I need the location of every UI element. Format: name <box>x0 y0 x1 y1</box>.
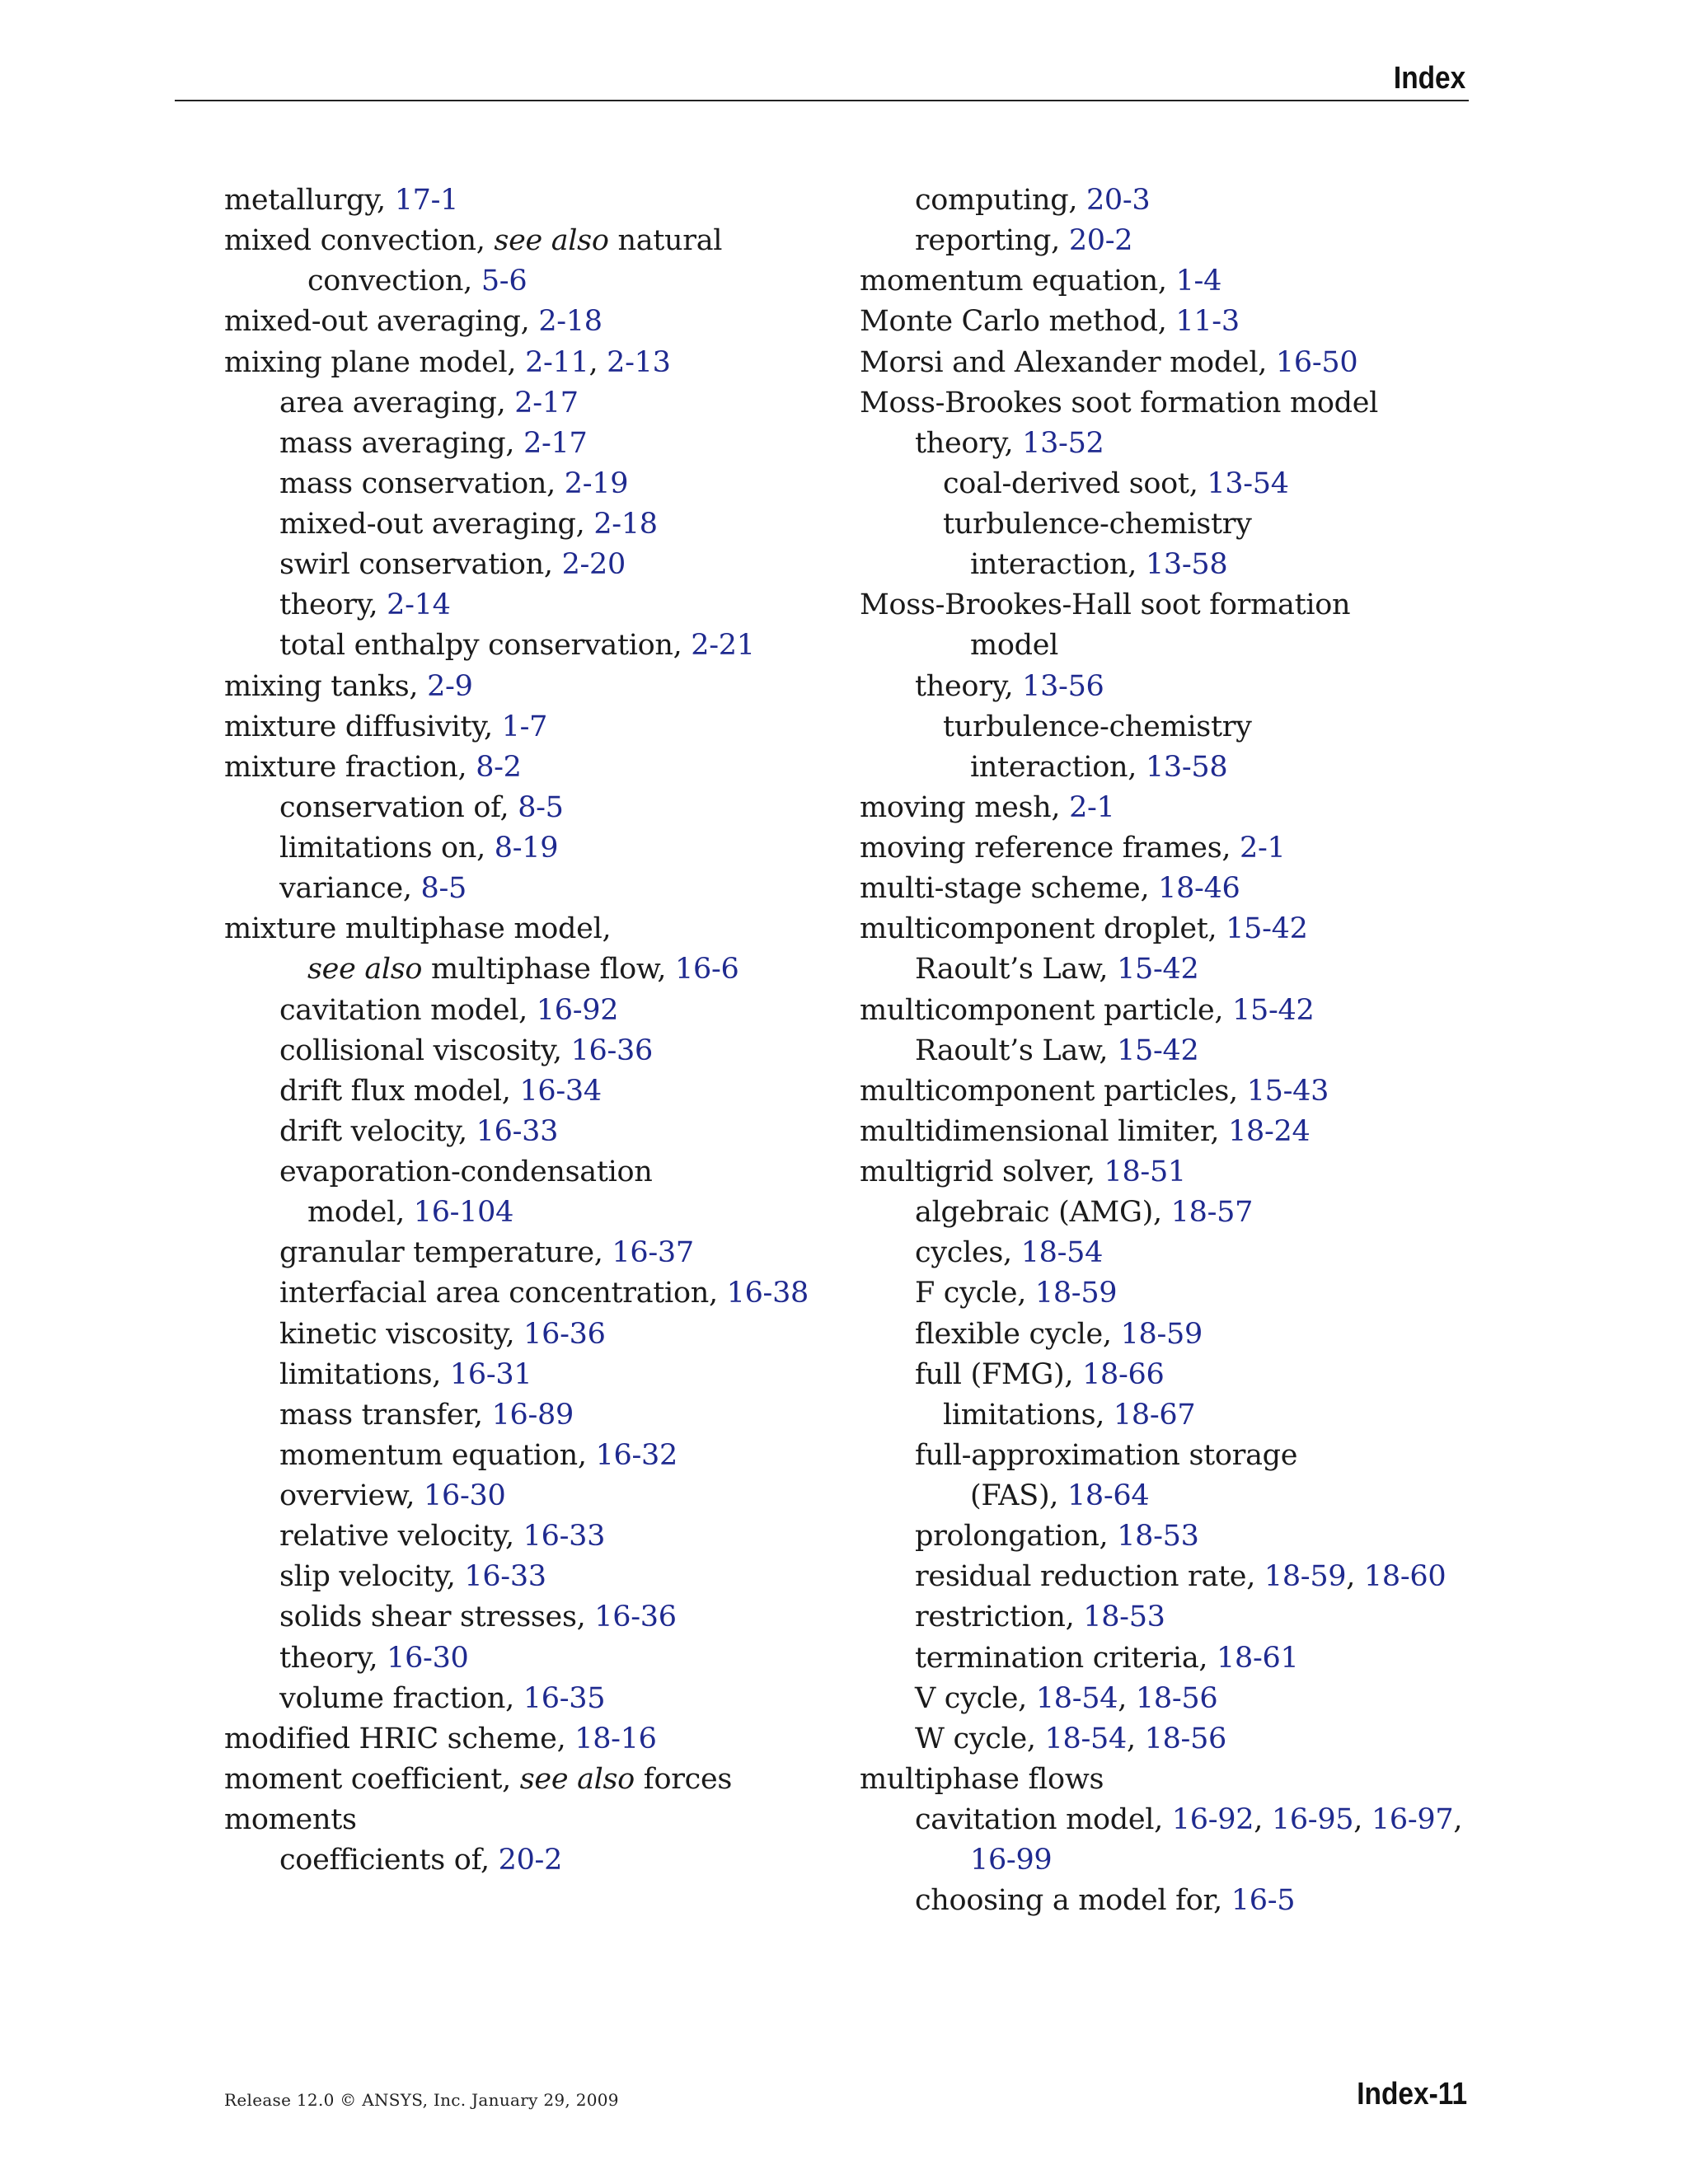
index-entry-line <box>224 464 818 504</box>
page-ref-link[interactable]: 16-32 <box>595 1438 678 1472</box>
page-ref-link[interactable]: 18-54 <box>1020 1236 1104 1270</box>
index-entry-line <box>860 1273 1470 1314</box>
page-ref-link[interactable]: 18-46 <box>1158 872 1240 906</box>
page-ref-link[interactable]: 2-19 <box>564 466 629 500</box>
entry-text: mixture fraction, <box>224 750 476 784</box>
page-ref-link[interactable]: 2-18 <box>538 305 603 339</box>
entry-text: Morsi and Alexander model, <box>860 345 1276 379</box>
entry-text: granular temperature, <box>279 1236 612 1270</box>
entry-text: theory, <box>279 1641 387 1675</box>
entry-text: (FAS), <box>970 1479 1067 1512</box>
page-ref-link[interactable]: 18-59 <box>1120 1317 1203 1351</box>
entry-text: cavitation model, <box>915 1803 1172 1836</box>
entry-text: turbulence-chemistry <box>943 508 1252 541</box>
entry-text: , <box>588 345 607 379</box>
entry-text: convection, <box>307 265 481 298</box>
page-ref-link[interactable]: 2-17 <box>514 386 579 419</box>
index-entry-line <box>860 302 1470 342</box>
page-ref-link[interactable]: 16-89 <box>491 1398 574 1432</box>
entry-text: Monte Carlo method, <box>860 305 1176 339</box>
index-entry-line <box>860 1840 1470 1881</box>
index-entry-line <box>860 1193 1470 1233</box>
entry-text: algebraic (AMG), <box>915 1196 1171 1230</box>
entry-text: multigrid solver, <box>860 1155 1104 1188</box>
entry-text: moving mesh, <box>860 790 1070 824</box>
page-ref-link[interactable]: 2-1 <box>1240 832 1286 865</box>
entry-text: multi-stage scheme, <box>860 872 1159 906</box>
index-entry-line <box>860 1395 1470 1436</box>
page-ref-link[interactable]: 13-58 <box>1145 548 1228 582</box>
entry-text: momentum equation, <box>860 265 1176 298</box>
entry-text: drift flux model, <box>279 1074 520 1108</box>
page-ref-link[interactable]: 8-5 <box>518 790 564 824</box>
page-ref-link[interactable]: 18-54 <box>1044 1722 1127 1755</box>
index-entry-line <box>860 1597 1470 1638</box>
page-ref-link[interactable]: 2-13 <box>607 345 671 379</box>
page-ref-link[interactable]: 18-61 <box>1217 1641 1299 1675</box>
entry-text: kinetic viscosity, <box>279 1317 524 1351</box>
index-entry-line <box>860 1233 1470 1273</box>
page-ref-link[interactable]: 18-24 <box>1228 1114 1311 1148</box>
entry-text: Raoult’s Law, <box>915 1033 1118 1067</box>
index-entry-line <box>860 383 1470 424</box>
index-entry-line <box>860 1760 1470 1800</box>
page-ref-link[interactable]: 18-51 <box>1104 1155 1186 1188</box>
page-ref-link[interactable]: 15-42 <box>1117 1033 1199 1067</box>
page-ref-link[interactable]: 2-1 <box>1069 790 1115 824</box>
entry-text: momentum equation, <box>279 1438 596 1472</box>
entry-text: mixed convection, <box>224 224 495 258</box>
page-ref-link[interactable]: 18-53 <box>1083 1601 1165 1634</box>
index-entry-line <box>224 1315 818 1355</box>
index-entry-line <box>860 464 1470 504</box>
index-entry-line <box>860 343 1470 383</box>
page-ref-link[interactable]: 2-11 <box>525 345 589 379</box>
index-entry-line <box>224 261 818 302</box>
entry-text: limitations on, <box>279 832 495 865</box>
page-ref-link[interactable]: 16-36 <box>594 1601 677 1634</box>
page-ref-link[interactable]: 15-42 <box>1117 953 1199 987</box>
page-ref-link[interactable]: 16-50 <box>1275 345 1358 379</box>
entry-text: cycles, <box>915 1236 1021 1270</box>
page-ref-link[interactable]: 16-30 <box>424 1479 506 1512</box>
index-entry-line <box>860 1355 1470 1395</box>
index-entry-line <box>224 1193 818 1233</box>
index-entry-line <box>860 1516 1470 1557</box>
page-ref-link[interactable]: 20-3 <box>1085 184 1151 217</box>
page-ref-link[interactable]: 16-30 <box>387 1641 469 1675</box>
index-entry-line <box>224 949 818 990</box>
page-ref-link[interactable]: 18-56 <box>1135 1681 1218 1715</box>
entry-text: moments <box>224 1803 357 1836</box>
entry-text: choosing a model for, <box>915 1884 1231 1918</box>
page-ref-link[interactable]: 16-95 <box>1271 1803 1354 1836</box>
entry-text: , <box>1254 1803 1272 1836</box>
page-ref-link[interactable]: 18-66 <box>1082 1357 1165 1391</box>
entry-text: model, <box>307 1196 414 1230</box>
index-entry-line <box>224 1516 818 1557</box>
index-entry-line <box>860 1638 1470 1679</box>
entry-text: conservation of, <box>279 790 518 824</box>
page-ref-link[interactable]: 13-54 <box>1207 466 1289 500</box>
entry-text: moment coefficient, <box>224 1762 520 1796</box>
index-entry-line <box>860 1112 1470 1152</box>
entry-text: total enthalpy conservation, <box>279 629 692 663</box>
entry-text: F cycle, <box>915 1277 1035 1310</box>
index-entry-line <box>860 626 1470 666</box>
index-entry-line <box>860 504 1470 545</box>
index-entry-line <box>224 1638 818 1679</box>
entry-text: overview, <box>279 1479 424 1512</box>
page-ref-link[interactable]: 18-57 <box>1170 1196 1254 1230</box>
page-ref-link[interactable]: 16-31 <box>449 1357 532 1391</box>
entry-text: area averaging, <box>279 386 515 419</box>
index-entry-line <box>860 1071 1470 1112</box>
index-entry-line <box>860 909 1470 949</box>
page-ref-link[interactable]: 18-60 <box>1363 1560 1447 1594</box>
index-entry-line <box>224 1233 818 1273</box>
index-entry-line <box>860 1881 1470 1921</box>
entry-text: collisional viscosity, <box>279 1033 571 1067</box>
page-ref-link[interactable]: 16-97 <box>1371 1803 1454 1836</box>
index-entry-line <box>224 828 818 869</box>
page-ref-link[interactable]: 18-54 <box>1035 1681 1118 1715</box>
page-ref-link[interactable]: 16-35 <box>523 1681 606 1715</box>
index-entry-line <box>224 504 818 545</box>
entry-text: interaction, <box>970 750 1146 784</box>
entry-text: mass averaging, <box>279 426 524 460</box>
page-ref-link[interactable]: 2-14 <box>387 588 451 622</box>
entry-text: multicomponent particles, <box>860 1074 1247 1108</box>
index-entry-line <box>860 1152 1470 1193</box>
index-entry-line <box>224 1760 818 1800</box>
index-entry-line <box>224 1597 818 1638</box>
page-ref-link[interactable]: 15-42 <box>1226 912 1308 946</box>
index-entry-line <box>860 828 1470 869</box>
index-entry-line <box>224 180 818 221</box>
index-entry-line <box>224 748 818 788</box>
page-ref-link[interactable]: 13-56 <box>1022 669 1104 703</box>
entry-text: drift velocity, <box>279 1114 476 1148</box>
index-entry-line <box>860 1800 1470 1840</box>
page-ref-link[interactable]: 18-59 <box>1034 1277 1118 1310</box>
entry-text: multicomponent particle, <box>860 993 1233 1027</box>
index-entry-line <box>224 909 818 949</box>
index-entry-line <box>860 180 1470 221</box>
index-entry-line <box>860 667 1470 707</box>
entry-text: cavitation model, <box>279 993 537 1027</box>
entry-text: evaporation-condensation <box>279 1155 653 1188</box>
entry-text: full-approximation storage <box>915 1438 1298 1472</box>
page-ref-link[interactable]: 16-99 <box>970 1844 1053 1877</box>
page-ref-link[interactable]: 16-34 <box>519 1074 602 1108</box>
index-column-left <box>224 180 818 1881</box>
entry-text: interaction, <box>970 548 1146 582</box>
index-entry-line <box>224 667 818 707</box>
entry-text: interfacial area concentration, <box>279 1277 727 1310</box>
page-ref-link[interactable]: 5-6 <box>481 265 528 298</box>
entry-text: swirl conservation, <box>279 548 562 582</box>
page-ref-link[interactable]: 8-19 <box>494 832 559 865</box>
index-entry-line <box>860 424 1470 464</box>
page-ref-link[interactable]: 2-17 <box>523 426 588 460</box>
index-entry-line <box>860 1031 1470 1071</box>
entry-text: forces <box>634 1762 733 1796</box>
see-also-text: see also <box>307 953 423 987</box>
index-entry-line <box>224 1719 818 1760</box>
page-ref-link[interactable]: 20-2 <box>498 1844 563 1877</box>
index-entry-line <box>224 991 818 1031</box>
entry-text: , <box>1353 1803 1372 1836</box>
entry-text: , <box>1346 1560 1364 1594</box>
header-rule <box>175 100 1469 101</box>
page-ref-link[interactable]: 18-16 <box>574 1722 657 1755</box>
page-ref-link[interactable]: 8-2 <box>476 750 522 784</box>
page-number: Index-11 <box>1357 2077 1467 2111</box>
entry-text: computing, <box>915 184 1086 217</box>
page-ref-link[interactable]: 17-1 <box>394 184 459 217</box>
entry-text: multiphase flows <box>860 1762 1104 1796</box>
entry-text: prolongation, <box>915 1520 1118 1554</box>
page-ref-link[interactable]: 1-7 <box>501 710 548 743</box>
entry-text: turbulence-chemistry <box>943 710 1252 743</box>
entry-text: Raoult’s Law, <box>915 953 1118 987</box>
entry-text: solids shear stresses, <box>279 1601 595 1634</box>
page-ref-link[interactable]: 16-37 <box>612 1236 694 1270</box>
page-ref-link[interactable]: 8-5 <box>420 872 467 906</box>
entry-text: variance, <box>279 872 421 906</box>
index-entry-line <box>860 707 1470 748</box>
entry-text: mixing plane model, <box>224 345 526 379</box>
index-entry-line <box>224 585 818 626</box>
index-entry-line <box>224 869 818 909</box>
entry-text: moving reference frames, <box>860 832 1240 865</box>
entry-text: mixed-out averaging, <box>224 305 539 339</box>
entry-text: multicomponent droplet, <box>860 912 1226 946</box>
entry-text: Moss-Brookes soot formation model <box>860 386 1379 419</box>
entry-text: V cycle, <box>915 1681 1036 1715</box>
entry-text: volume fraction, <box>279 1681 523 1715</box>
index-entry-line <box>860 1557 1470 1597</box>
index-entry-line <box>860 1679 1470 1719</box>
entry-text: residual reduction rate, <box>915 1560 1264 1594</box>
entry-text: Moss-Brookes-Hall soot formation <box>860 588 1351 622</box>
index-entry-line <box>224 1679 818 1719</box>
index-entry-line <box>224 545 818 585</box>
page-ref-link[interactable]: 15-43 <box>1246 1074 1329 1108</box>
page-ref-link[interactable]: 2-9 <box>427 669 473 703</box>
page-ref-link[interactable]: 16-92 <box>1171 1803 1254 1836</box>
page-ref-link[interactable]: 16-33 <box>464 1560 546 1594</box>
entry-text: , <box>1118 1681 1136 1715</box>
index-entry-line <box>860 585 1470 626</box>
entry-text: limitations, <box>279 1357 450 1391</box>
entry-text: , <box>1126 1722 1145 1755</box>
entry-text: full (FMG), <box>915 1357 1083 1391</box>
index-entry-line <box>224 1557 818 1597</box>
index-entry-line <box>860 949 1470 990</box>
entry-text: restriction, <box>915 1601 1084 1634</box>
index-entry-line <box>224 302 818 342</box>
entry-text: limitations, <box>943 1398 1114 1432</box>
index-entry-line <box>224 1273 818 1314</box>
index-entry-line <box>860 1719 1470 1760</box>
entry-text: reporting, <box>915 224 1069 258</box>
page-ref-link[interactable]: 16-33 <box>476 1114 559 1148</box>
index-entry-line <box>224 1840 818 1881</box>
page-ref-link[interactable]: 16-6 <box>675 953 739 987</box>
entry-text: multiphase flow, <box>422 953 676 987</box>
page-ref-link[interactable]: 15-42 <box>1232 993 1315 1027</box>
page-ref-link[interactable]: 20-2 <box>1068 224 1133 258</box>
index-entry-line <box>224 1071 818 1112</box>
index-entry-line <box>224 1031 818 1071</box>
page-ref-link[interactable]: 18-59 <box>1264 1560 1347 1594</box>
index-entry-line <box>860 1476 1470 1516</box>
entry-text: mixture diffusivity, <box>224 710 502 743</box>
page-ref-link[interactable]: 16-33 <box>523 1520 606 1554</box>
index-entry-line <box>224 1476 818 1516</box>
entry-text: model <box>970 629 1059 663</box>
index-entry-line <box>860 1315 1470 1355</box>
entry-text: natural <box>608 224 723 258</box>
index-entry-line <box>224 1355 818 1395</box>
entry-text: coal-derived soot, <box>943 466 1207 500</box>
index-entry-line <box>224 343 818 383</box>
entry-text: metallurgy, <box>224 184 395 217</box>
index-entry-line <box>224 1800 818 1840</box>
entry-text: termination criteria, <box>915 1641 1217 1675</box>
index-entry-line <box>860 545 1470 585</box>
entry-text: theory, <box>279 588 387 622</box>
entry-text: coefficients of, <box>279 1844 499 1877</box>
index-entry-line <box>860 221 1470 261</box>
page-ref-link[interactable]: 11-3 <box>1175 305 1240 339</box>
see-also-text: see also <box>494 224 609 258</box>
page-ref-link[interactable]: 16-5 <box>1231 1884 1296 1918</box>
page-ref-link[interactable]: 18-67 <box>1113 1398 1196 1432</box>
page-ref-link[interactable]: 2-21 <box>691 629 755 663</box>
index-entry-line <box>224 221 818 261</box>
page-ref-link[interactable]: 16-36 <box>523 1317 606 1351</box>
page-ref-link[interactable]: 16-92 <box>536 993 619 1027</box>
entry-text: mixture multiphase model, <box>224 912 612 946</box>
index-entry-line <box>860 869 1470 909</box>
index-entry-line <box>224 788 818 828</box>
release-footer: Release 12.0 © ANSYS, Inc. January 29, 2009 <box>224 2090 619 2110</box>
index-entry-line <box>224 424 818 464</box>
page-ref-link[interactable]: 13-52 <box>1022 426 1104 460</box>
entry-text: modified HRIC scheme, <box>224 1722 575 1755</box>
page-ref-link[interactable]: 13-58 <box>1145 750 1228 784</box>
entry-text: , <box>1453 1803 1463 1836</box>
page-ref-link[interactable]: 1-4 <box>1175 265 1222 298</box>
index-entry-line <box>224 383 818 424</box>
entry-text: mixing tanks, <box>224 669 428 703</box>
entry-text: theory, <box>915 669 1023 703</box>
index-entry-line <box>224 1152 818 1193</box>
entry-text: mass transfer, <box>279 1398 492 1432</box>
entry-text: W cycle, <box>915 1722 1045 1755</box>
index-entry-line <box>860 748 1470 788</box>
page-ref-link[interactable]: 18-56 <box>1144 1722 1227 1755</box>
page-ref-link[interactable]: 2-18 <box>593 508 658 541</box>
see-also-text: see also <box>519 1762 635 1796</box>
index-entry-line <box>224 1112 818 1152</box>
entry-text: slip velocity, <box>279 1560 465 1594</box>
index-entry-line <box>224 626 818 666</box>
index-entry-line <box>860 261 1470 302</box>
entry-text: relative velocity, <box>279 1520 523 1554</box>
page-ref-link[interactable]: 16-104 <box>413 1196 514 1230</box>
page-ref-link[interactable]: 16-36 <box>570 1033 653 1067</box>
index-column-right <box>860 180 1470 1921</box>
running-header-title: Index <box>1393 61 1465 96</box>
page-ref-link[interactable]: 18-64 <box>1067 1479 1150 1512</box>
index-entry-line <box>860 1436 1470 1476</box>
entry-text: flexible cycle, <box>915 1317 1121 1351</box>
entry-text: theory, <box>915 426 1023 460</box>
index-entry-line <box>224 1395 818 1436</box>
index-entry-line <box>860 788 1470 828</box>
entry-text: multidimensional limiter, <box>860 1114 1229 1148</box>
index-entry-line <box>224 1436 818 1476</box>
page-ref-link[interactable]: 18-53 <box>1117 1520 1199 1554</box>
entry-text: mass conservation, <box>279 466 565 500</box>
page-ref-link[interactable]: 2-20 <box>561 548 626 582</box>
index-entry-line <box>224 707 818 748</box>
page-ref-link[interactable]: 16-38 <box>726 1277 809 1310</box>
index-entry-line <box>860 991 1470 1031</box>
entry-text: mixed-out averaging, <box>279 508 594 541</box>
